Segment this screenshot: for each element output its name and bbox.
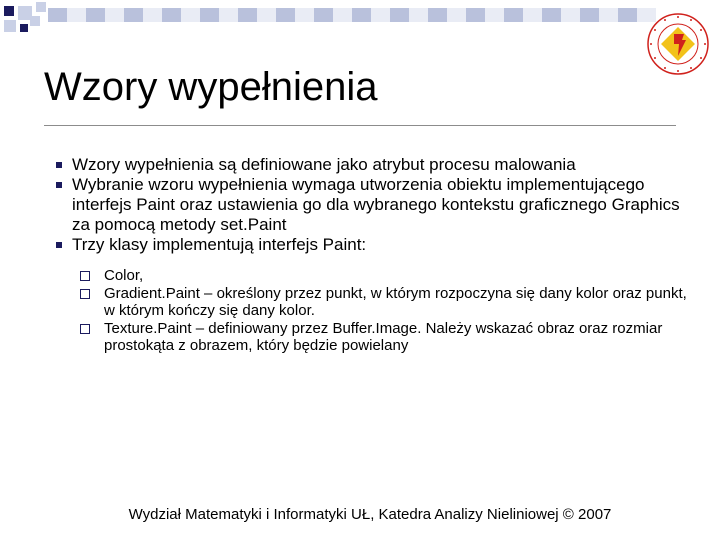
slide-title: Wzory wypełnienia (44, 65, 378, 109)
title-divider (44, 125, 676, 126)
hollow-square-bullet-icon (80, 271, 90, 281)
decor-square-4 (4, 20, 16, 32)
square-bullet-icon (56, 242, 62, 248)
hollow-square-bullet-icon (80, 324, 90, 334)
sub-bullet-text: Gradient.Paint – określony przez punkt, w którym rozpoczyna się dany kolor oraz punkt, w którym kończy się dany kolor. (104, 285, 687, 319)
decor-square-3 (36, 2, 46, 12)
bullet-text: Wybranie wzoru wypełnienia wymaga utworzenia obiektu implementującego interfejs Paint oraz ustawienia go dla wybranego kontekstu graficznego Graphics za pomocą metody set.Paint (72, 175, 680, 234)
sub-bullet-list (80, 267, 700, 355)
bullet-text: Trzy klasy implementują interfejs Paint: (72, 235, 367, 254)
decor-square-5 (20, 24, 28, 32)
university-logo (646, 12, 710, 76)
bullet-item (56, 155, 696, 175)
sub-bullet-item (80, 285, 700, 319)
bullet-item (56, 235, 696, 255)
bullet-list (56, 155, 696, 255)
sub-bullet-text: Color, (104, 267, 144, 284)
sub-bullet-text: Texture.Paint – definiowany przez Buffer.Image. Należy wskazać obraz oraz rozmiar prostokąta z obrazem, który będzie powielany (104, 320, 663, 354)
bullet-item (56, 175, 696, 235)
sub-bullet-item (80, 267, 700, 284)
bullet-text: Wzory wypełnienia są definiowane jako atrybut procesu malowania (72, 155, 576, 174)
decor-strip (48, 8, 656, 22)
decor-square-1 (4, 6, 14, 16)
slide-footer: Wydział Matematyki i Informatyki UŁ, Katedra Analizy Nieliniowej © 2007 (128, 506, 612, 523)
decor-square-6 (30, 16, 40, 26)
hollow-square-bullet-icon (80, 289, 90, 299)
sub-bullet-item (80, 320, 700, 354)
square-bullet-icon (56, 162, 62, 168)
square-bullet-icon (56, 182, 62, 188)
